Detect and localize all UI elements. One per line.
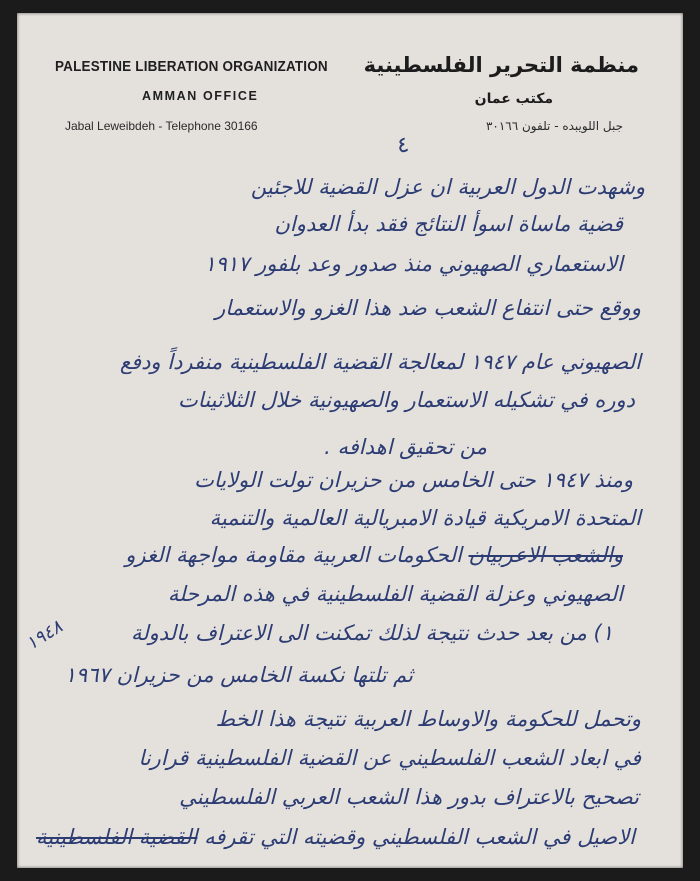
letterhead-english-office: AMMAN OFFICE <box>142 89 259 103</box>
letterhead-arabic-office: مكتب عمان <box>474 91 553 107</box>
letterhead-english-address: Jabal Leweibdeh - Telephone 30166 <box>65 119 258 133</box>
handwritten-line-12: ١) من بعد حدث نتيجة لذلك تمكنت الى الاعتراف بالدولة <box>130 621 613 645</box>
handwritten-line-7: من تحقيق اهدافه . <box>324 435 487 459</box>
handwritten-line-10: والشعب الاعربيان الحكومات العربية مقاومة مواجهة الغزو <box>125 543 623 567</box>
struck-text: القضية الفلسطينية <box>36 825 198 849</box>
handwritten-line-17: الاصيل في الشعب الفلسطيني وقضيته التي تقرفه القضية الفلسطينية <box>36 825 635 849</box>
letterhead-english-title: PALESTINE LIBERATION ORGANIZATION <box>55 59 328 75</box>
handwritten-line-9: المتحدة الامريكية قيادة الامبريالية العالمية والتنمية <box>209 506 641 530</box>
handwritten-line-14: وتحمل للحكومة والاوساط العربية نتيجة هذا الخط <box>215 707 641 731</box>
handwritten-line-11: الصهيوني وعزلة القضية الفلسطينية في هذه المرحلة <box>167 582 623 606</box>
handwritten-line-2: قضية ماساة اسوأ النتائج فقد بدأ العدوان <box>274 212 623 236</box>
letterhead-arabic-title: منظمة التحرير الفلسطينية <box>363 53 639 77</box>
struck-text: والشعب الاعربيان <box>468 543 623 567</box>
letter-page <box>17 13 683 868</box>
letterhead-arabic-address: جبل اللويبده - تلفون ٣٠١٦٦ <box>485 119 623 133</box>
handwritten-line-13: ثم تلتها نكسة الخامس من حزيران ١٩٦٧ <box>64 663 413 687</box>
margin-note: ١٩٤٨ <box>22 616 67 655</box>
handwritten-line-4: ووقع حتى انتفاع الشعب ضد هذا الغزو والاستعمار <box>215 296 641 320</box>
handwritten-line-16: تصحيح بالاعتراف بدور هذا الشعب العربي الفلسطيني <box>179 785 639 809</box>
handwritten-page-number: ٤ <box>395 132 411 159</box>
handwritten-line-6: دوره في تشكيله الاستعمار والصهيونية خلال الثلاثينات <box>178 388 635 412</box>
handwritten-line-5: الصهيوني عام ١٩٤٧ لمعالجة القضية الفلسطينية منفرداً ودفع <box>119 350 641 374</box>
handwritten-line-1: وشهدت الدول العربية ان عزل القضية للاجئين <box>250 175 645 199</box>
handwritten-line-15: في ابعاد الشعب الفلسطيني عن القضية الفلسطينية قرارنا <box>138 746 641 770</box>
handwritten-line-8: ومنذ ١٩٤٧ حتى الخامس من حزيران تولت الولايات <box>194 468 633 492</box>
handwritten-line-3: الاستعماري الصهيوني منذ صدور وعد بلفور ١٩١٧ <box>204 252 623 276</box>
